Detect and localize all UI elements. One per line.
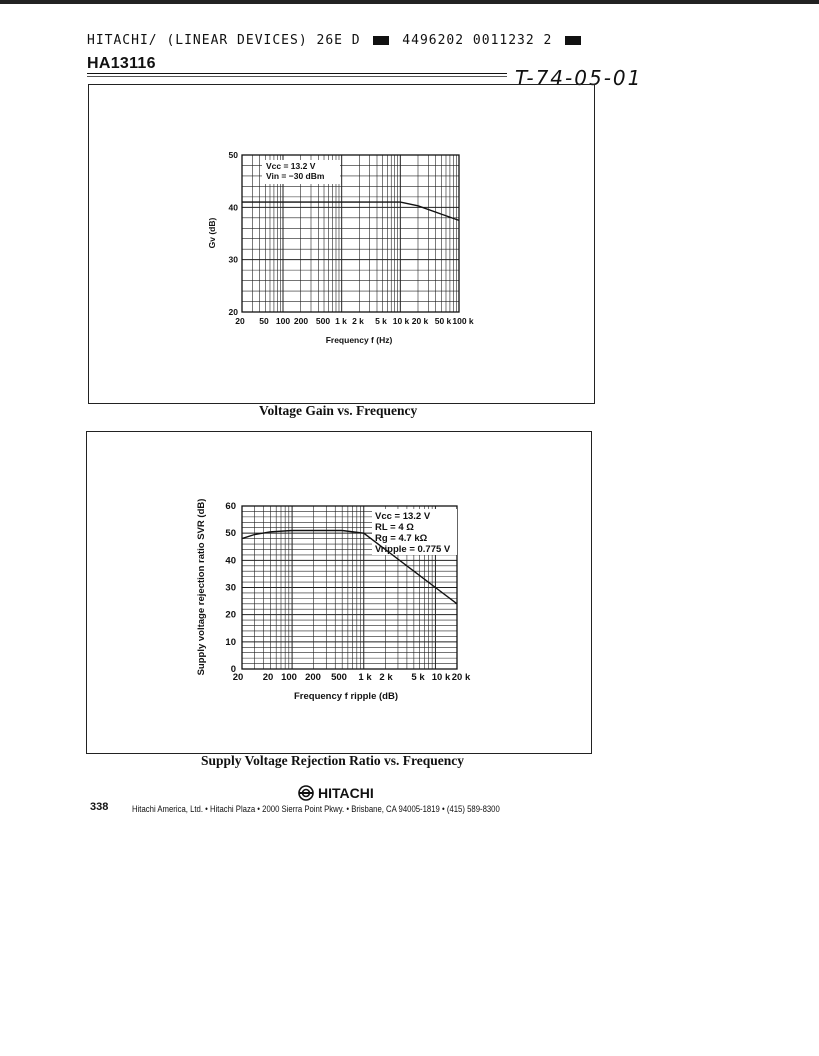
x-tick-label: 100 k (452, 316, 474, 326)
y-tick-label: 30 (228, 254, 238, 265)
footer-address: Hitachi America, Ltd. • Hitachi Plaza • 2000 Sierra Point Pkwy. • Brisbane, CA 94005-1819 • (415) 589-8300 (132, 804, 500, 814)
legend-entry: RL = 4 Ω (375, 522, 414, 533)
x-tick-label: 200 (293, 316, 309, 326)
header-codes: 4496202 0011232 2 (402, 33, 553, 48)
chart-caption-svr: Supply Voltage Rejection Ratio vs. Frequency (201, 753, 465, 768)
y-tick-label: 50 (228, 150, 238, 160)
part-number: HA13116 (87, 55, 156, 72)
x-tick-label: 500 (315, 316, 331, 326)
y-tick-label: 20 (228, 307, 238, 317)
x-tick-label: 100 (275, 316, 291, 326)
x-tick-label: 1 k (358, 672, 372, 683)
x-tick-label: 5 k (375, 316, 387, 326)
x-tick-label: 20 k (451, 672, 471, 683)
x-tick-label: 10 k (392, 316, 410, 326)
header-line: HITACHI/ (LINEAR DEVICES) 26E D (87, 33, 361, 48)
x-tick-label: 1 k (335, 316, 347, 326)
x-tick-label: 50 (259, 316, 269, 326)
x-tick-label: 20 k (411, 316, 429, 326)
hitachi-logo-icon (298, 785, 314, 801)
y-axis-label: Supply voltage rejection ratio SVR (dB) (196, 498, 207, 676)
y-axis-label: Gv (dB) (207, 217, 217, 249)
y-tick-label: 30 (225, 582, 236, 594)
y-tick-label: 60 (225, 501, 236, 512)
page-number: 338 (90, 801, 109, 813)
x-tick-label: 200 (305, 672, 321, 683)
y-tick-label: 50 (225, 528, 236, 540)
x-tick-label: 50 k (434, 316, 452, 326)
legend-entry: Vcc = 13.2 V (375, 511, 431, 522)
legend-entry: Vripple = 0.775 V (375, 544, 451, 555)
footer-logo (298, 785, 374, 801)
y-tick-label: 20 (225, 609, 236, 621)
y-tick-label: 0 (230, 664, 236, 675)
y-tick-label: 40 (228, 202, 238, 213)
y-tick-label: 40 (225, 555, 236, 567)
x-tick-label: 5 k (411, 672, 425, 683)
legend-entry: Rg = 4.7 kΩ (375, 533, 428, 544)
legend-entry: Vin = −30 dBm (266, 171, 325, 181)
x-tick-label: 20 (262, 672, 274, 683)
x-tick-label: 2 k (352, 316, 364, 326)
y-tick-label: 10 (225, 636, 236, 648)
x-tick-label: 20 (232, 672, 244, 683)
footer-logo-text: HITACHI (318, 785, 374, 801)
x-tick-label: 20 (235, 316, 245, 326)
x-axis-label: Frequency f ripple (dB) (294, 691, 398, 702)
x-axis-label: Frequency f (Hz) (325, 335, 393, 345)
x-tick-label: 10 k (431, 672, 451, 683)
x-tick-label: 500 (331, 672, 347, 683)
x-tick-label: 100 (281, 672, 297, 683)
handwritten-note: T-74-05-01 (515, 66, 643, 90)
chart-caption-gain: Voltage Gain vs. Frequency (259, 403, 418, 418)
x-tick-label: 2 k (379, 672, 393, 683)
legend-entry: Vcc = 13.2 V (266, 161, 316, 171)
